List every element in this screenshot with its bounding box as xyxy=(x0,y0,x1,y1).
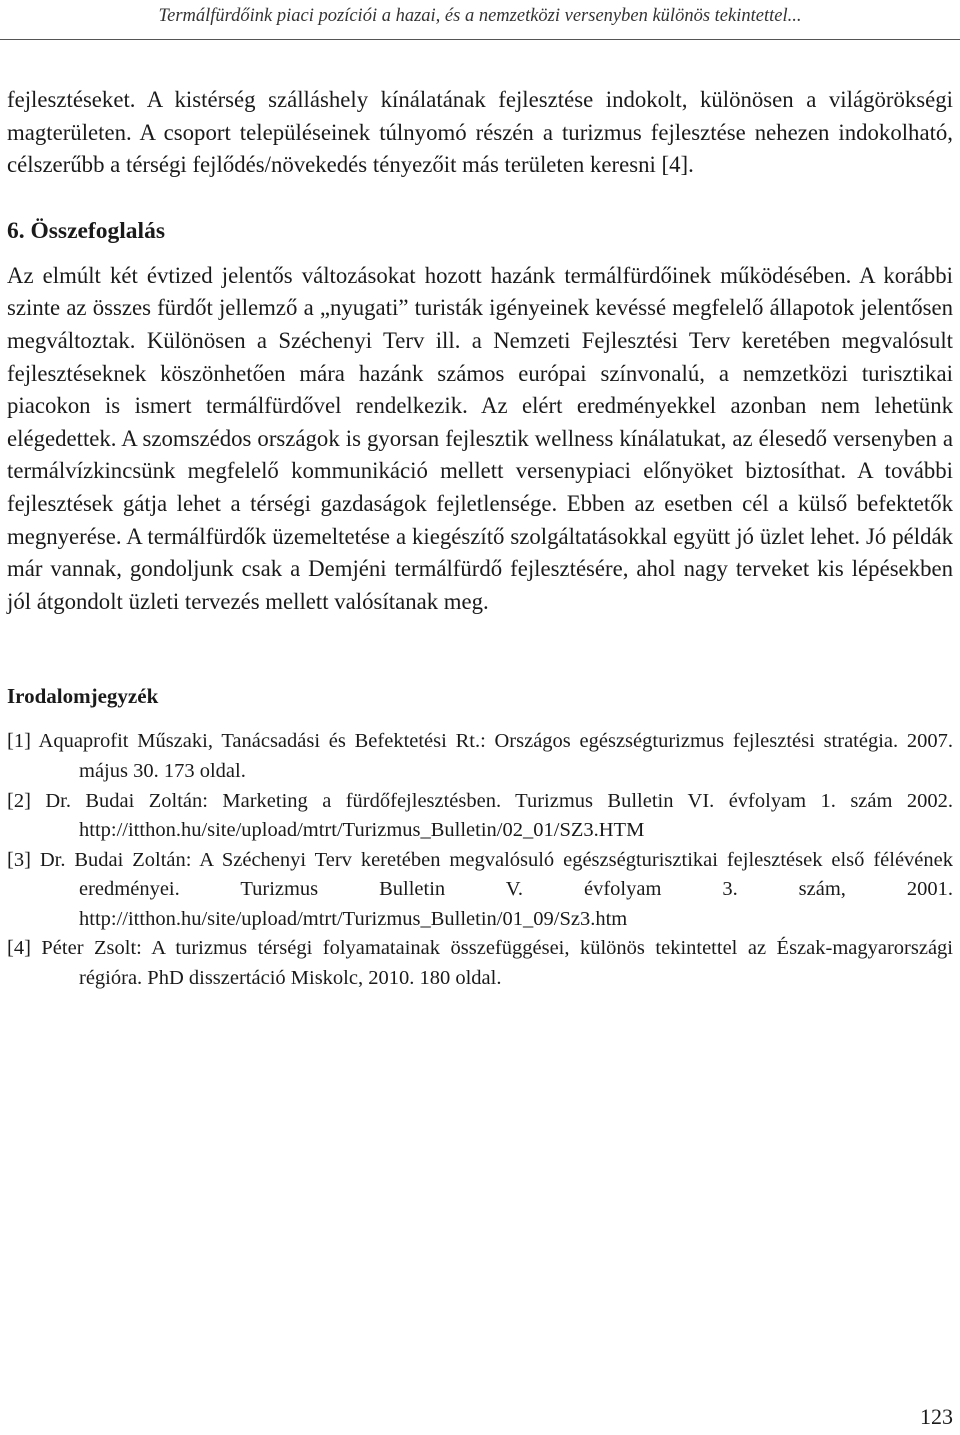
reference-text: Dr. Budai Zoltán: Marketing a fürdőfejlesztésben. Turizmus Bulletin VI. évfolyam 1. szám 2002. http://itthon.hu/site/upload/mtrt/Turizmus_Bulletin/02_01/SZ3.HTM xyxy=(45,789,953,842)
reference-text: Aquaprofit Műszaki, Tanácsadási és Befektetési Rt.: Országos egészségturizmus fejlesztési stratégia. 2007. május 30. 173 oldal. xyxy=(38,730,953,782)
reference-number: [1] xyxy=(7,730,31,753)
reference-item xyxy=(7,934,953,993)
intro-paragraph: fejlesztéseket. A kistérség szálláshely kínálatának fejlesztése indokolt, különösen a világörökségi magterületen. A csoport településeinek túlnyomó részén a turizmus fejlesztése nehezen indokolható, célszerűbb a térségi fejlődés/növekedés tényezőit más területen keresni [4]. xyxy=(7,87,953,178)
reference-item xyxy=(7,727,953,786)
references-heading: Irodalomjegyzék xyxy=(7,684,159,709)
reference-text: Péter Zsolt: A turizmus térségi folyamatainak összefüggései, különös tekintettel az Észak-magyarországi régióra. PhD disszertáció Miskolc, 2010. 180 oldal. xyxy=(41,937,953,990)
summary-paragraph: Az elmúlt két évtized jelentős változásokat hozott hazánk termálfürdőinek működésében. A korábbi szinte az összes fürdőt jellemző a „nyugati” turisták igényeinek kevéssé megfelelő állapotok jelentősen megváltoztak. Különösen a Széchenyi Terv ill. a Nemzeti Fejlesztési Terv keretében megvalósult fejlesztéseknek köszönhetően mára hazánk számos európai színvonalú, a nemzetközi turisztikai piacokon is ismert termálfürdővel rendelkezik. Az elért eredményekkel azonban nem lehetünk elégedettek. A szomszédos országok is gyorsan fejlesztik wellness kínálatukat, az élesedő versenyben a termálvízkincsünk megfelelő kommunikáció mellett versenypiaci előnyöket biztosíthat. A további fejlesztések gátja lehet a térségi gazdaságok fejletlensége. Ebben az esetben cél a külső befektetők megnyerése. A termálfürdők üzemeltetése a kiegészítő szolgáltatásokkal együtt jó üzlet lehet. Jó példák már vannak, gondoljunk csak a Demjéni termálfürdő fejlesztésére, ahol nagy terveket kis lépésekben jól átgondolt üzleti tervezés mellett valósítanak meg. xyxy=(7,262,953,614)
running-header-title: Termálfürdőink piaci pozíciói a hazai, és a nemzetközi versenyben különös tekintettel... xyxy=(158,6,802,26)
reference-item xyxy=(7,846,953,935)
reference-number: [3] xyxy=(7,848,31,871)
reference-text: Dr. Budai Zoltán: A Széchenyi Terv keretében megvalósuló egészségturisztikai fejlesztések első félévének eredményei. Turizmus Bulletin V. évfolyam 3. szám, 2001. http://itthon.hu/site/upload/mtrt/Turizmus_Bulletin/01_09/Sz3.htm xyxy=(39,848,953,930)
references-list xyxy=(7,727,953,993)
reference-item xyxy=(7,787,953,846)
page-number: 123 xyxy=(920,1404,953,1429)
reference-number: [2] xyxy=(7,789,31,812)
reference-number: [4] xyxy=(7,937,31,960)
page-content xyxy=(7,84,953,994)
section-heading-summary: 6. Összefoglalás xyxy=(7,217,165,244)
running-header xyxy=(0,0,960,40)
